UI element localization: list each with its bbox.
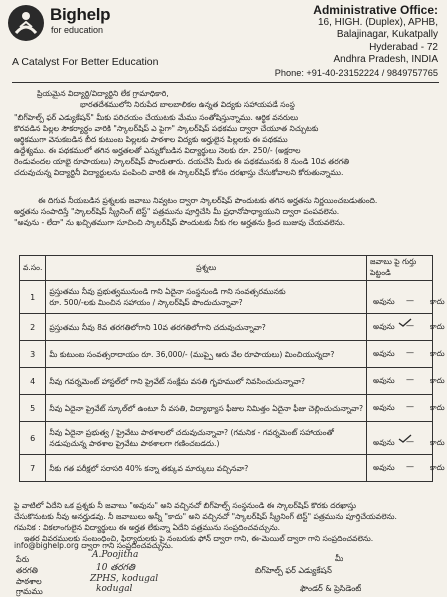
question-text [46,341,367,368]
paragraph-line: ఉద్దేశ్యము. ఈ పథకములో తగిన అర్హతలతో ఎన్నుకోబడిన విద్యార్థులు నెలకు రూ. 250/- (అక్షరాల [14,146,301,155]
name-field: A.Poojitha [92,550,139,560]
paragraph-line: అర్హతను సంపాదిస్తే "స్కాలర్‌షిప్ స్క్రీనింగ్ టెస్ట్" పత్రమును పూర్తిచేసి మీ ప్రధానోపాధ్యాయుని ద్వారా పంపవలెను. [14,207,340,216]
question-text [46,314,367,341]
answer-separator: — [406,437,415,446]
answer-no-option[interactable]: కాదు [430,403,445,412]
question-text [46,395,367,422]
answer-yes-option[interactable]: అవును [373,463,395,472]
answer-no-option[interactable]: కాదు [430,322,445,331]
answer-separator: — [406,348,415,357]
paragraph-line: రెండువందల యాభై రూపాయలు) స్కాలర్‌షిప్ పొందుతారు. దయచేసి మీరు ఈ పథకమునకు 8 నుండి 10వ తరగతి [14,157,350,166]
paragraph-line: పై వాటిలో ఏదేని ఒక ప్రశ్నకు నీ జవాబు "అవును" అని వచ్చినచో బిగ్‌హెల్ప్ సంస్థనుండి ఈ స్కాలర్‌షిప్ కొరకు దరఖాస్తు [14,501,356,510]
question-line: ప్రస్తుతము నీవు 8వ తరగతిలోగాని 10వ తరగతిలోగాని చదువుచున్నావా? [49,322,266,332]
question-text [46,368,367,395]
table-row [20,314,433,341]
answer-cell [367,455,445,482]
paragraph-line: కొరవడిన పిల్లల సౌకర్యార్థం వారికి "స్కాలర్‌షిప్ ఎ పైగా" స్కాలర్‌షిప్ పథకము ద్వారా చేయూత నిచ్చుటకు [14,124,319,133]
question-number: 2 [20,314,46,341]
question-line: నీవు ఏదైనా ప్రైవేట్ స్కూల్‌లో ఉంటూ నీ వసతి, విద్యాభ్యాస ఫీజుల నిమిత్తం ఏదైనా ఫీజు చెల్లించుచున్నావా? [49,403,364,413]
signature-closing: మీ [335,554,344,563]
brand-name: Bighelp [50,5,111,24]
greeting-line: భారతదేశములోని నిరుపేద బాలబాలికల ఉన్నత విద్యకు సహాయపడే సంస్థ [80,100,295,109]
table-header-row [20,256,433,281]
brand-subtitle: for education [51,25,104,35]
paragraph-line: ఆర్థికముగా వెనుకబడిన బీద కుటుంబ పిల్లలకు పాఠశాల విద్యకు అర్హులైన పిల్లలకు ఈ పథకము [14,135,288,144]
table-row [20,281,433,314]
answer-cell [367,422,445,455]
paragraph-line: "అవును - లేదా" ను ఖచ్చితముగా సూచించి స్కాలర్‌షిప్ పొందుటకు నీకు గల అర్హతను క్రింద బుజువు చేయవలెను. [14,218,346,227]
answer-yes-option[interactable]: అవును [373,349,395,358]
answer-options [370,399,445,417]
question-line: నీవు ఏదైనా ప్రభుత్వ / ప్రైవేటు పాఠశాలలో చదువుచున్నావా? (గమనిక - గవర్నమెంట్ సహాయంతో [49,428,334,437]
question-line: నీకు గత పరీక్షలో సరాసరి 40% కన్నా తక్కువ మార్కులు వచ్చినవా? [49,463,249,473]
answer-separator: — [406,402,415,411]
answer-tick-mark-icon [398,318,412,327]
table-row [20,455,433,482]
office-line: Hyderabad - 72 [369,41,438,53]
signature-org: బిగ్‌హెల్ప్ ఫర్ ఎడ్యుకేషన్ [255,566,332,575]
table-row [20,368,433,395]
contact-email-line: info@bighelp.org ద్వారా గాని సంప్రదించవచ్చును. [14,541,174,550]
answer-cell [367,341,445,368]
instructions-paragraph [14,195,440,228]
eligibility-table [19,255,445,482]
answer-tick-mark-icon [398,434,412,443]
answer-yes-option[interactable]: అవును [373,322,395,331]
answer-cell [367,368,445,395]
answer-cell [367,395,445,422]
greeting-line: ప్రియమైన విద్యార్థి/విద్యార్థిని లేక గ్రామాధికారి, [37,89,169,98]
answer-yes-option[interactable]: అవును [373,297,395,306]
class-field: 10 తరగతి [96,563,135,573]
header-divider [12,82,439,83]
office-title: Administrative Office: [313,3,438,17]
school-field: ZPHS, kodugal [90,574,159,584]
bighelp-logo [6,3,166,43]
answer-cell [367,314,445,341]
answer-options [370,293,445,311]
question-line: నడుపుచున్న పాఠశాల ప్రైవేటు పాఠశాలగా గణించబడదు.) [49,439,220,448]
col-header-question: ప్రశ్నలు [46,256,367,281]
tagline: A Catalyst For Better Education [12,56,159,68]
school-label: పాఠశాల [16,577,42,586]
paragraph-line: ఇతర వివరములకు సంబంధించి, ఫిర్యాదులకు పై నంబరుకు ఫోన్ ద్వారా గాని, ఈ-మెయిల్ ద్వారా గాని సంప్రదించవలెను. [24,534,374,543]
signature-role: ఫౌండర్ & ప్రెసిడెంట్ [300,584,362,593]
col-header-number: వ.సం. [20,256,46,281]
paragraph-line: గమనిక : వికలాంగులైన విద్యార్థులు ఈ అర్హత లేకున్నా ఏదేని పత్రమును సంప్రదించవచ్చును. [14,523,280,532]
closing-paragraph [14,500,440,544]
office-line: 16, HIGH. (Duplex), APHB, [317,17,438,28]
question-text [46,281,367,314]
office-address [253,3,438,79]
paragraph-line: ఈ దిగువ నీయబడిన ప్రశ్నలకు జవాబు నివ్వటం ద్వారా స్కాలర్‌షిప్ పొందుటకు తగిన అర్హతను నిర్ణయించబడుతుంది. [38,196,378,205]
table-row [20,422,433,455]
answer-options [370,318,445,336]
answer-no-option[interactable]: కాదు [430,297,445,306]
question-number: 7 [20,455,46,482]
answer-options [370,345,445,363]
question-text [46,455,367,482]
answer-no-option[interactable]: కాదు [430,376,445,385]
name-label: పేరు [16,555,30,564]
question-number: 5 [20,395,46,422]
answer-no-option[interactable]: కాదు [430,438,445,447]
question-number: 4 [20,368,46,395]
answer-separator: — [406,462,415,471]
bighelp-logo-icon [6,3,46,43]
table-row [20,395,433,422]
office-phone: Phone: +91-40-23152224 / 9849757765 [274,67,438,78]
office-line: Andhra Pradesh, INDIA [333,54,438,66]
answer-options [370,434,445,452]
paragraph-line: చేసుకొనుటకు నీవు అనర్హుడవు. నీ జవాబులు అన్నీ "కాదు" అని వచ్చినచో "స్కాలర్‌షిప్ స్క్రీనింగ్ టెస్ట్" పత్రమును పూర్తిచేయవలెను. [14,512,397,521]
paragraph-line: "బిగ్‌హెల్ప్ ఫర్ ఎడ్యుకేషన్" మీకు పరిచయం చేయుటకు మేము సంతోషిస్తున్నాము. ఆర్థిక వనరులు [14,113,299,122]
question-line: ప్రస్తుతము నీవు ప్రభుత్వమునుండి గాని ఏదైనా సంస్థనుండి గాని సంవత్సరమునకు [49,287,286,296]
answer-options [370,459,445,477]
question-text [46,422,367,455]
answer-no-option[interactable]: కాదు [430,463,445,472]
answer-yes-option[interactable]: అవును [373,403,395,412]
question-line: రూ. 500/-లకు మించిన సహాయం / స్కాలర్‌షిప్ పొందుచున్నావా? [49,298,243,307]
question-number: 6 [20,422,46,455]
paragraph-line: చదువుచున్న విద్యార్థినీ విద్యార్థులను పంపించి వారికి ఈ స్కాలర్‌షిప్ కోసం దరఖాస్తు చేసుకోవాలని కోరుతున్నాము. [14,168,344,177]
village-label: గ్రామము [16,587,43,596]
question-number: 1 [20,281,46,314]
answer-yes-option[interactable]: అవును [373,438,395,447]
col-header-answer: జవాబు పై గుర్తు పెట్టండి [367,256,433,281]
village-field: kodugal [96,584,133,594]
office-line: Balajinagar, Kukatpally [336,29,438,41]
answer-separator: — [406,375,415,384]
question-line: నీవు గవర్నమెంట్ హాస్టల్‌లో గాని ప్రైవేట్ సంక్షేమ వసతి గృహములో నివసించుచున్నావా? [49,376,306,386]
class-label: తరగతి [16,566,38,575]
answer-no-option[interactable]: కాదు [430,349,445,358]
answer-separator: — [406,296,415,305]
question-line: మీ కుటుంబ సంవత్సరాదాయం రూ. 36,000/- (ముప్పై ఆరు వేల రూపాయలు) మించియున్నదా? [49,349,335,359]
answer-separator: — [406,321,415,330]
answer-yes-option[interactable]: అవును [373,376,395,385]
intro-paragraph [14,112,440,178]
table-row [20,341,433,368]
answer-cell [367,281,445,314]
question-number: 3 [20,341,46,368]
answer-options [370,372,445,390]
